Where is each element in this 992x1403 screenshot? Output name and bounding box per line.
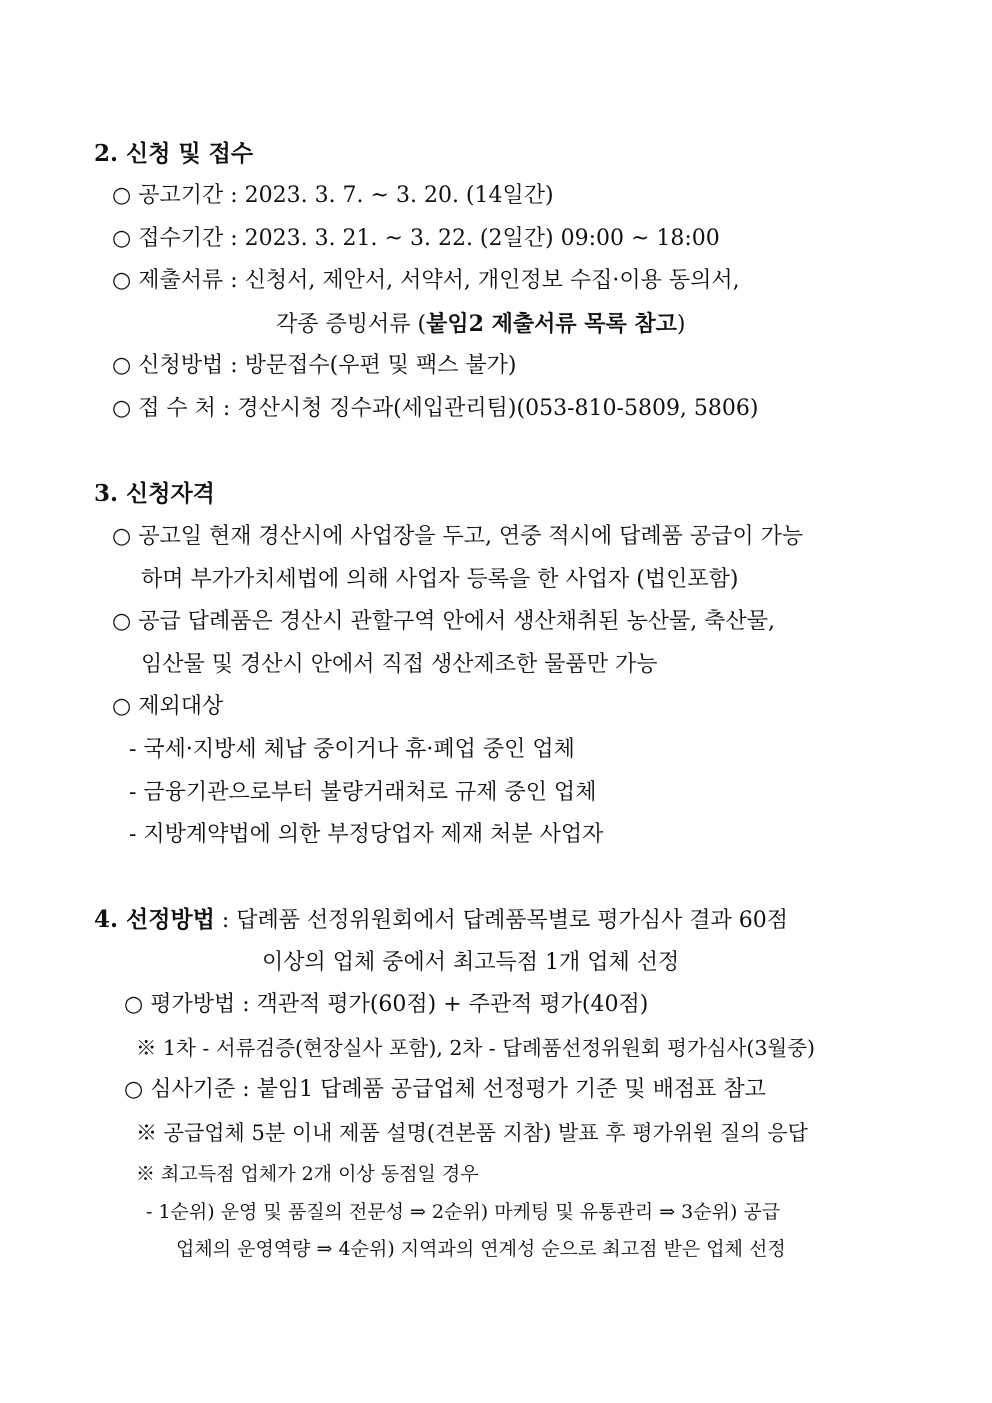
exclusion-item: - 금융기관으로부터 불량거래처로 규제 중인 업체: [129, 780, 597, 805]
exclusion-item: - 지방계약법에 의한 부정당업자 제재 처분 사업자: [129, 822, 604, 847]
receiving-office: ○ 접 수 처 : 경산시청 징수과(세입관리팀)(053-810-5809, 5806): [112, 396, 759, 421]
section-2-title: 2. 신청 및 접수: [94, 140, 254, 167]
presentation-note: ※ 공급업체 5분 이내 제품 설명(견본품 지참) 발표 후 평가위원 질의 응답: [136, 1121, 808, 1145]
evaluation-stages-note: ※ 1차 - 서류검증(현장실사 포함), 2차 - 답례품선정위원회 평가심사(3월중): [136, 1036, 815, 1060]
tie-break-priority-continued: 업체의 운영역량 ⇒ 4순위) 지역과의 연계성 순으로 최고점 받은 업체 선정: [176, 1238, 786, 1260]
submission-documents-continued: 각종 증빙서류 (붙임2 제출서류 목록 참고): [276, 311, 686, 337]
section-3-title: 3. 신청자격: [94, 480, 215, 507]
notice-period: ○ 공고기간 : 2023. 3. 7. ~ 3. 20. (14일간): [112, 183, 554, 208]
exclusion-heading: ○ 제외대상: [112, 694, 224, 719]
tie-break-priority: - 1순위) 운영 및 품질의 전문성 ⇒ 2순위) 마케팅 및 유통관리 ⇒ 3순위) 공급: [146, 1201, 781, 1223]
eligibility-item-2-continued: 임산물 및 경산시 안에서 직접 생산제조한 물품만 가능: [141, 652, 658, 677]
eligibility-item-1: ○ 공고일 현재 경산시에 사업장을 두고, 연중 적시에 답례품 공급이 가능: [112, 524, 804, 549]
eligibility-item-1-continued: 하며 부가가치세법에 의해 사업자 등록을 한 사업자 (법인포함): [141, 567, 739, 592]
eligibility-item-2: ○ 공급 답례품은 경산시 관할구역 안에서 생산채취된 농산물, 축산물,: [112, 609, 775, 634]
selection-method-intro: : 답례품 선정위원회에서 답례품목별로 평가심사 결과 60점: [214, 908, 789, 933]
section-4-title: 4. 선정방법: [94, 906, 215, 933]
tie-note: ※ 최고득점 업체가 2개 이상 동점일 경우: [136, 1163, 479, 1185]
submission-documents: ○ 제출서류 : 신청서, 제안서, 서약서, 개인정보 수집·이용 동의서,: [112, 268, 740, 293]
section-4-title-line: [94, 905, 788, 936]
review-criteria: ○ 심사기준 : 붙임1 답례품 공급업체 선정평가 기준 및 배점표 참고: [124, 1077, 766, 1102]
application-method: ○ 신청방법 : 방문접수(우편 및 팩스 불가): [112, 353, 517, 378]
selection-method-intro-continued: 이상의 업체 중에서 최고득점 1개 업체 선정: [262, 950, 680, 975]
attachment-2-reference: 붙임2 제출서류 목록 참고: [426, 311, 677, 337]
evaluation-method: ○ 평가방법 : 객관적 평가(60점) + 주관적 평가(40점): [124, 992, 649, 1017]
exclusion-item: - 국세·지방세 체납 중이거나 휴·폐업 중인 업체: [129, 737, 575, 762]
receipt-period: ○ 접수기간 : 2023. 3. 21. ~ 3. 22. (2일간) 09:00 ~ 18:00: [112, 226, 720, 251]
